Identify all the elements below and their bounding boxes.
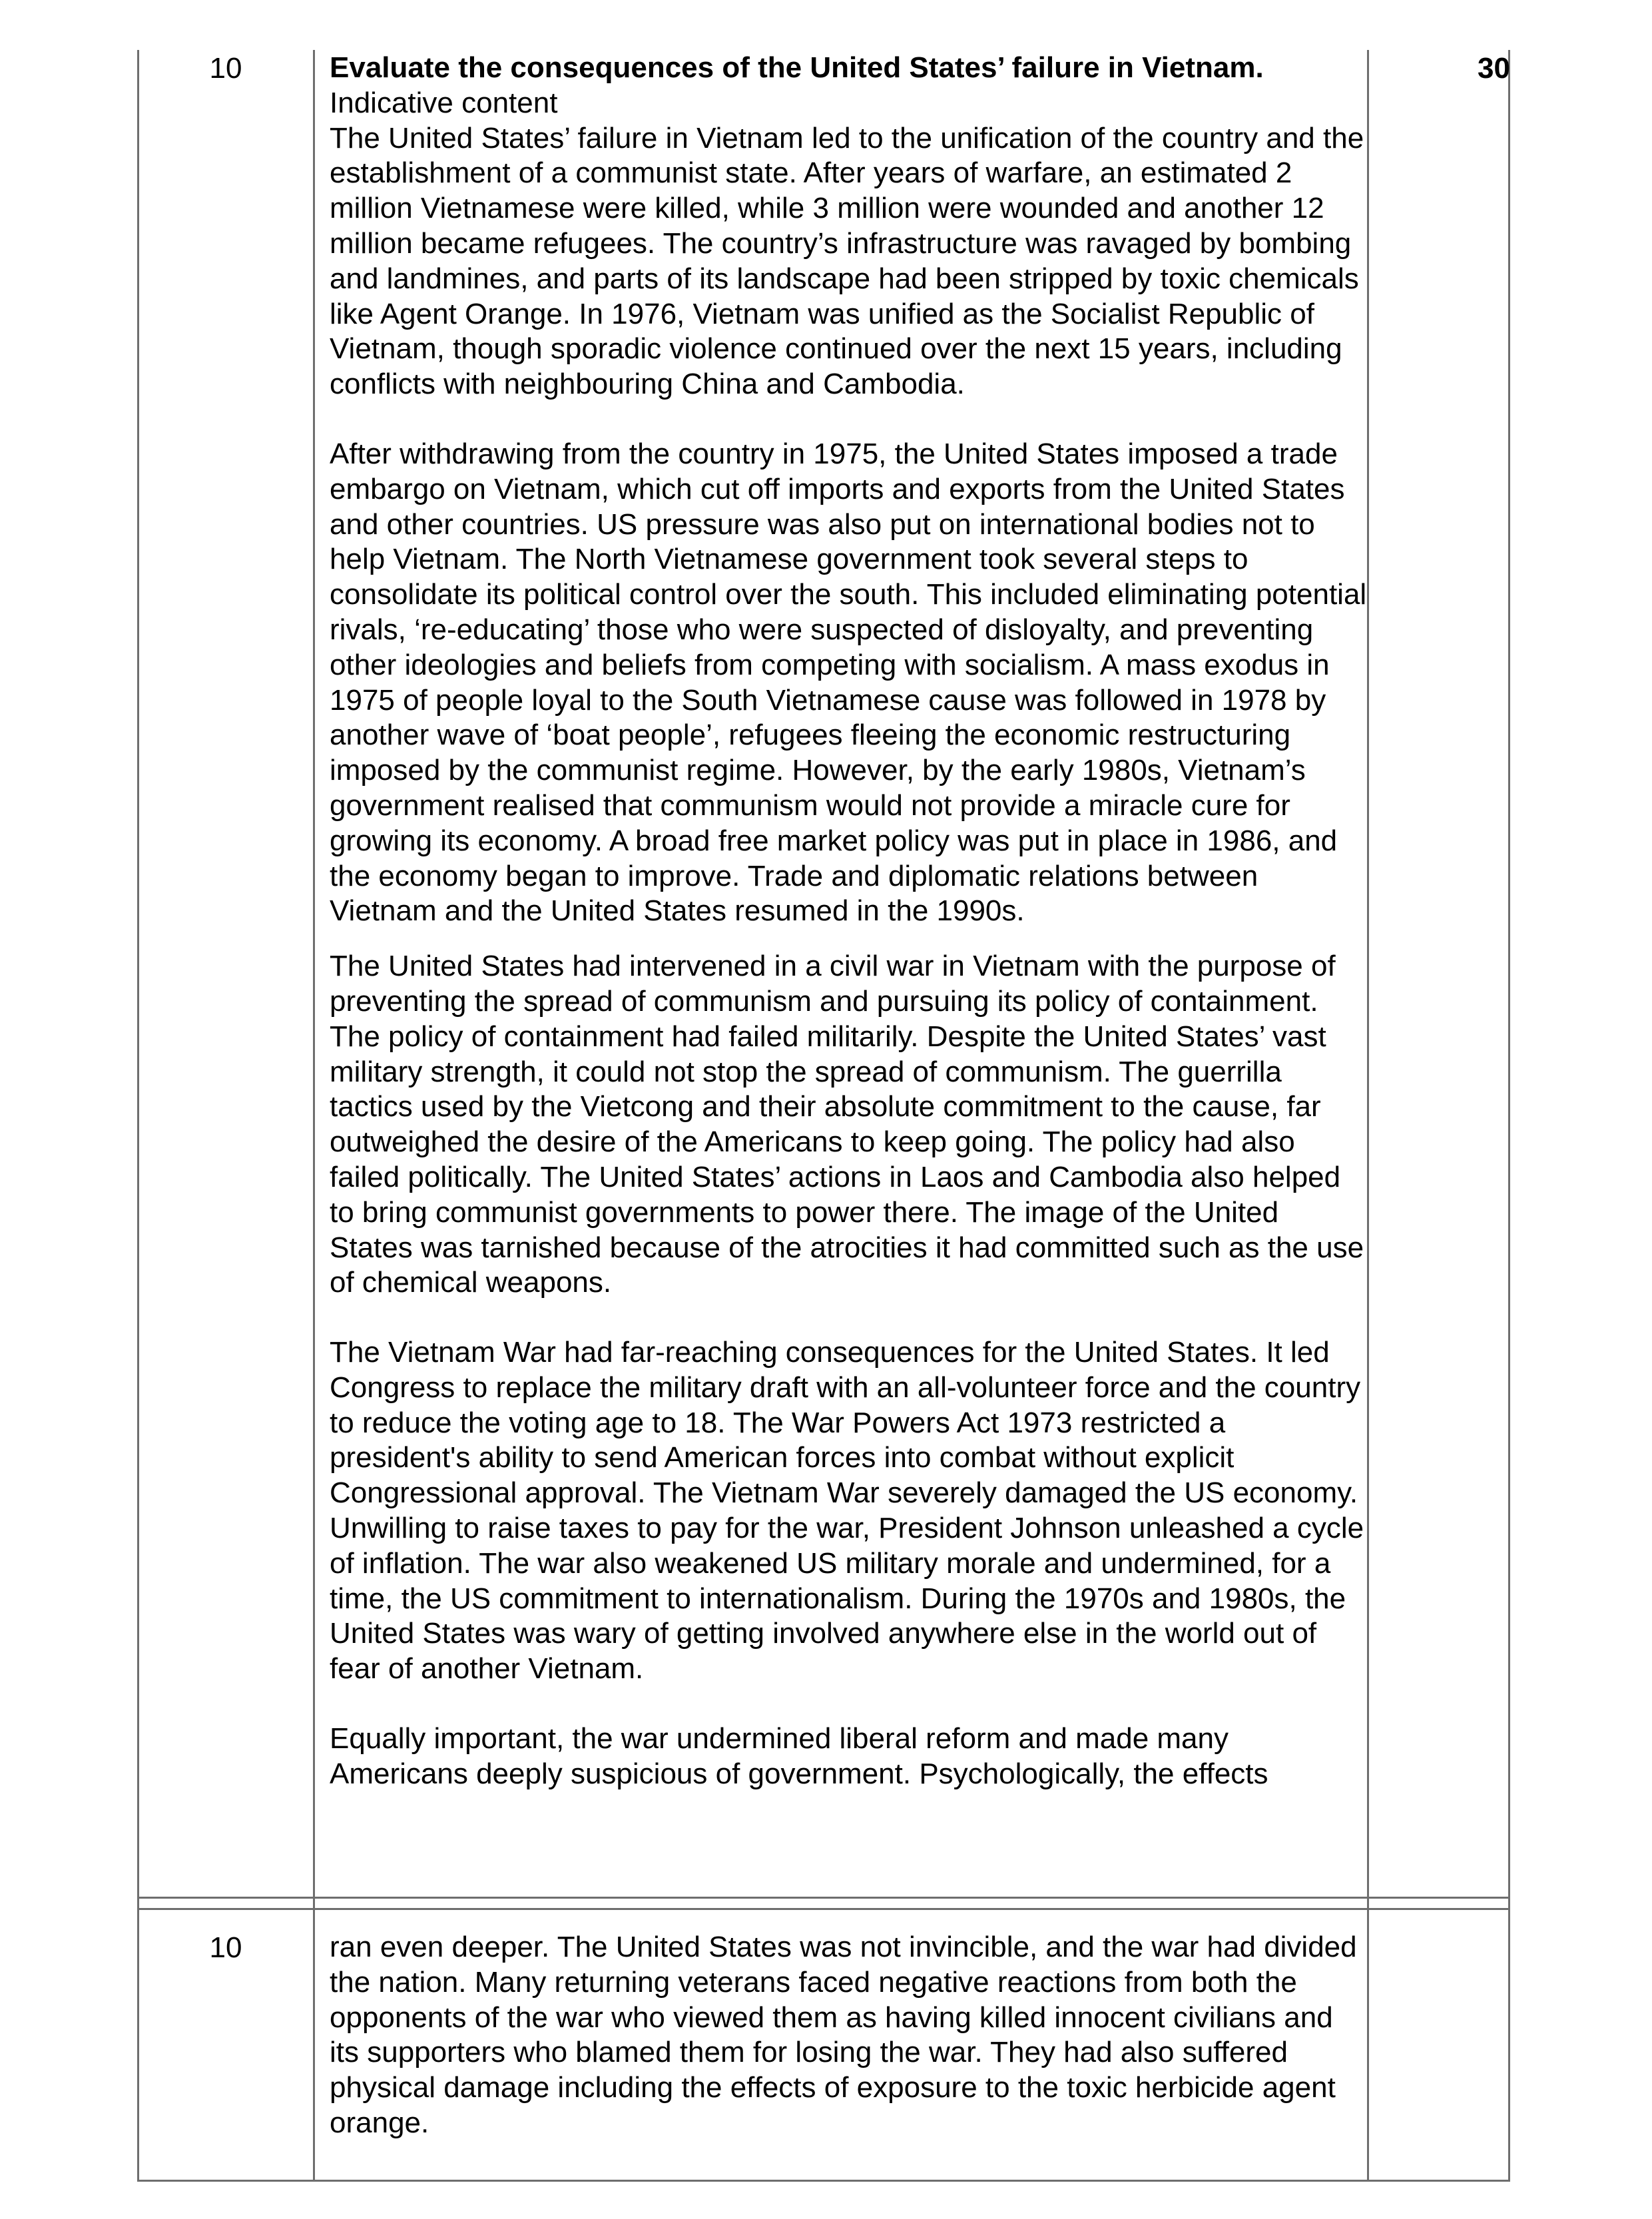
paragraph-3: The United States had intervened in a civil war in Vietnam with the purpose of preventing the spread of communism and pursuing its policy of containment. The policy of containment had failed militarily. Despite the United States’ vast military strength, it could not stop the spread of communism. The guerrilla tactics used by the Vietcong and their absolute commitment to the cause, far outweighed the desire of the Americans to keep going. The policy had also failed politically. The United States’ actions in Laos and Cambodia also helped to bring communist governments to power there. The image of the United States was tarnished because of the atrocities it had committed such as the use of chemical weapons. (330, 950, 1364, 1299)
paragraph-2: After withdrawing from the country in 1975, the United States imposed a trade embargo on Vietnam, which cut off imports and exports from the United States and other countries. US pressure was also put on international bodies not to help Vietnam. The North Vietnamese government took several steps to consolidate its political control over the south. This included eliminating potential rivals, ‘re-educating’ those who were suspected of disloyalty, and preventing other ideologies and beliefs from competing with socialism. A mass exodus in 1975 of people loyal to the South Vietnamese cause was followed in 1978 by another wave of ‘boat people’, refugees fleeing the economic restructuring imposed by the communist regime. However, by the early 1980s, Vietnam’s government realised that communism would not provide a miracle cure for growing its economy. A broad free market policy was put in place in 1986, and the economy began to improve. Trade and diplomatic relations between Vietnam and the United States resumed in the 1990s. (330, 437, 1367, 928)
table-left-border (137, 50, 139, 2181)
answer-content-continued (330, 1930, 1368, 2141)
paragraph-4: The Vietnam War had far-reaching consequences for the United States. It led Congress to replace the military draft with an all-volunteer force and the country to reduce the voting age to 18. The War Powers Act 1973 restricted a president's ability to send American forces into combat without explicit Congressional approval. The Vietnam War severely damaged the US economy. Unwilling to raise taxes to pay for the war, President Johnson unleashed a cycle of inflation. The war also weakened US military morale and undermined, for a time, the US commitment to internationalism. During the 1970s and 1980s, the United States was wary of getting involved anywhere else in the world out of fear of another Vietnam. (330, 1336, 1364, 1686)
row-break-rule-top (137, 1897, 1510, 1899)
paragraph-1: The United States’ failure in Vietnam led to the unification of the country and the establishment of a communist state. After years of warfare, an estimated 2 million Vietnamese were killed, while 3 million were wounded and another 12 million became refugees. The country’s infrastructure was ravaged by bombing and landmines, and parts of its landscape had been stripped by toxic chemicals like Agent Orange. In 1976, Vietnam was unified as the Socialist Republic of Vietnam, though sporadic violence continued over the next 15 years, including conflicts with neighbouring China and Cambodia. (330, 121, 1364, 401)
column-divider-left (313, 50, 315, 2181)
marks: 30 (1478, 52, 1510, 85)
indicative-content-heading: Indicative content (330, 86, 558, 119)
row-break-rule-bottom (137, 1908, 1510, 1910)
question-number: 10 (209, 52, 242, 85)
paragraph-5: Equally important, the war undermined liberal reform and made many Americans deeply suspicious of government. Psychologically, the effects (330, 1722, 1268, 1790)
question-text: Evaluate the consequences of the United States’ failure in Vietnam. (330, 51, 1264, 84)
table-right-border (1508, 50, 1510, 2181)
question-number-continued: 10 (209, 1931, 242, 1964)
answer-content (330, 51, 1368, 1792)
table-bottom-border (137, 2180, 1510, 2182)
paragraph-continued: ran even deeper. The United States was not invincible, and the war had divided the nation. Many returning veterans faced negative reactions from both the opponents of the war who viewed them as having killed innocent civilians and its supporters who blamed them for losing the war. They had also suffered physical damage including the effects of exposure to the toxic herbicide agent orange. (330, 1931, 1357, 2139)
